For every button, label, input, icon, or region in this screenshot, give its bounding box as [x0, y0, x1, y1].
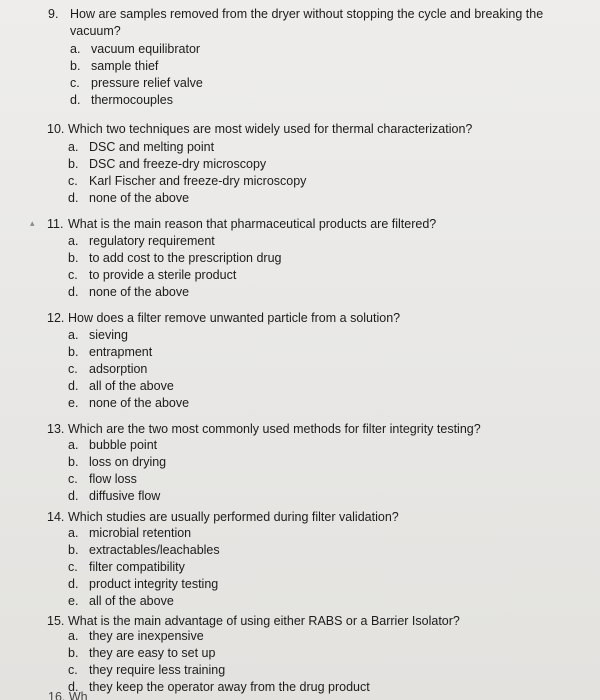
option-letter: b. [68, 543, 79, 557]
option-text: loss on drying [89, 455, 167, 469]
option-text: diffusive flow [89, 489, 161, 503]
option-letter: a. [68, 526, 79, 540]
option-letter: b. [68, 646, 79, 660]
question-text: What is the main reason that pharmaceutical products are filtered? [68, 217, 437, 231]
question-number: 15. [47, 614, 65, 628]
option-letter: e. [68, 396, 79, 410]
option-list [70, 41, 543, 109]
question-text: What is the main advantage of using either RABS or a Barrier Isolator? [68, 614, 460, 628]
question-12 [47, 310, 400, 412]
option-text: adsorption [89, 362, 148, 376]
option-letter: a. [68, 629, 79, 643]
option-letter: d. [68, 680, 79, 694]
option-list [68, 628, 460, 696]
option-text: sieving [89, 328, 128, 342]
option-e [68, 395, 400, 412]
option-letter: d. [68, 489, 79, 503]
option-letter: d. [68, 379, 79, 393]
option-text: all of the above [89, 594, 174, 608]
option-a [68, 525, 399, 542]
question-text: Which studies are usually performed during filter validation? [68, 510, 399, 524]
option-letter: e. [68, 594, 79, 608]
cutoff-next-question: 16. Wh [48, 690, 88, 700]
option-d [68, 378, 400, 395]
question-11 [47, 216, 436, 301]
option-text: flow loss [89, 472, 137, 486]
option-d [68, 679, 460, 696]
option-letter: c. [68, 472, 78, 486]
option-letter: b. [68, 455, 79, 469]
option-text: DSC and freeze-dry microscopy [89, 157, 267, 171]
option-letter: c. [68, 174, 78, 188]
option-c [68, 361, 400, 378]
option-b [68, 344, 400, 361]
question-14 [47, 509, 399, 610]
option-letter: b. [68, 251, 79, 265]
option-c [68, 173, 472, 190]
option-letter: d. [68, 577, 79, 591]
question-number: 12. [47, 311, 65, 325]
option-text: they require less training [89, 663, 226, 677]
option-letter: a. [70, 42, 81, 56]
question-stem [47, 509, 399, 526]
option-letter: c. [68, 362, 78, 376]
option-text: they are inexpensive [89, 629, 204, 643]
question-stem [47, 310, 400, 327]
option-letter: d. [68, 191, 79, 205]
option-text: thermocouples [91, 93, 173, 107]
question-9 [48, 6, 543, 109]
question-10 [47, 121, 472, 207]
option-a [68, 327, 400, 344]
option-d [68, 190, 472, 207]
question-stem [47, 216, 436, 233]
option-text: DSC and melting point [89, 140, 215, 154]
option-b [70, 58, 543, 75]
option-a [68, 139, 472, 156]
option-b [68, 542, 399, 559]
option-letter: a. [68, 438, 79, 452]
option-c [68, 267, 436, 284]
option-d [68, 576, 399, 593]
option-text: product integrity testing [89, 577, 219, 591]
question-number: 11. [47, 217, 64, 231]
option-letter: c. [68, 268, 78, 282]
option-b [68, 156, 472, 173]
question-stem [47, 121, 472, 138]
option-d [70, 92, 543, 109]
option-letter: b. [68, 157, 79, 171]
question-13 [47, 421, 481, 505]
option-letter: a. [68, 234, 79, 248]
question-15 [47, 613, 460, 696]
option-letter: d. [68, 285, 79, 299]
question-number: 13. [47, 422, 65, 436]
option-letter: c. [68, 560, 78, 574]
option-text: all of the above [89, 379, 174, 393]
option-text: none of the above [89, 191, 190, 205]
option-letter: a. [68, 328, 79, 342]
option-d [68, 488, 481, 505]
question-text: Which two techniques are most widely used for thermal characterization? [68, 122, 473, 136]
option-letter: a. [68, 140, 79, 154]
option-text: bubble point [89, 438, 158, 452]
option-c [68, 471, 481, 488]
option-a [68, 628, 460, 645]
option-letter: b. [68, 345, 79, 359]
question-number: 10. [47, 122, 65, 136]
option-text: to add cost to the prescription drug [89, 251, 282, 265]
option-text: regulatory requirement [89, 234, 215, 248]
question-stem [48, 6, 543, 23]
option-list [68, 327, 400, 412]
option-text: vacuum equilibrator [91, 42, 201, 56]
option-text: microbial retention [89, 526, 192, 540]
question-stem [47, 421, 481, 438]
option-text: entrapment [89, 345, 153, 359]
option-b [68, 645, 460, 662]
option-letter: c. [70, 76, 80, 90]
option-text: Karl Fischer and freeze-dry microscopy [89, 174, 307, 188]
option-list [68, 139, 472, 207]
option-b [68, 454, 481, 471]
option-text: pressure relief valve [91, 76, 203, 90]
option-list [68, 233, 436, 301]
option-text: filter compatibility [89, 560, 185, 574]
option-list [68, 525, 399, 610]
option-text: they keep the operator away from the drug product [89, 680, 370, 694]
question-number: 14. [47, 510, 65, 524]
option-a [68, 437, 481, 454]
option-c [68, 559, 399, 576]
option-text: extractables/leachables [89, 543, 220, 557]
question-text: Which are the two most commonly used methods for filter integrity testing? [68, 422, 481, 436]
question-text-continued: vacuum? [70, 24, 121, 38]
option-b [68, 250, 436, 267]
option-text: they are easy to set up [89, 646, 216, 660]
option-letter: d. [70, 93, 81, 107]
option-c [68, 662, 460, 679]
option-e [68, 593, 399, 610]
option-text: none of the above [89, 396, 190, 410]
option-text: sample thief [91, 59, 159, 73]
option-text: none of the above [89, 285, 190, 299]
question-text: How does a filter remove unwanted particle from a solution? [68, 311, 401, 325]
question-number: 9. [48, 7, 59, 21]
option-c [70, 75, 543, 92]
stray-mark: ▴ [30, 218, 35, 228]
option-d [68, 284, 436, 301]
option-a [68, 233, 436, 250]
option-list [68, 437, 481, 505]
option-a [70, 41, 543, 58]
option-letter: b. [70, 59, 81, 73]
option-letter: c. [68, 663, 78, 677]
option-text: to provide a sterile product [89, 268, 237, 282]
question-text: How are samples removed from the dryer without stopping the cycle and breaking the [70, 7, 544, 21]
